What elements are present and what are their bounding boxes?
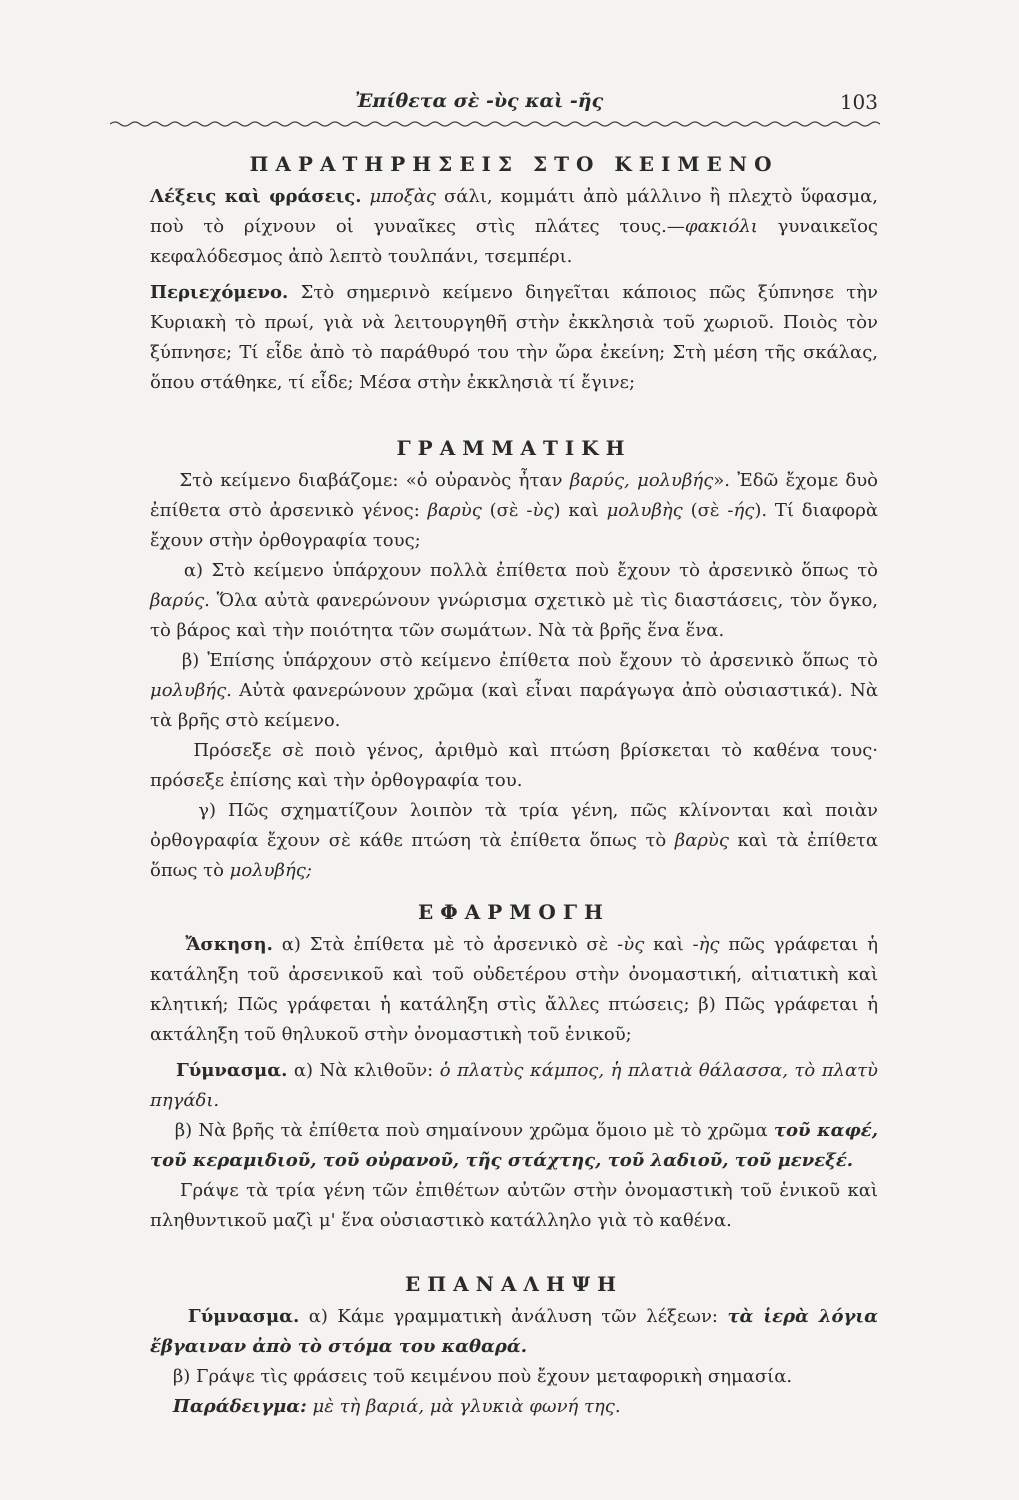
lexeis-label: Λέξεις καὶ φράσεις. bbox=[150, 186, 362, 207]
periexomeno-paragraph bbox=[150, 278, 878, 398]
paradeigma-label: Παράδειγμα: bbox=[172, 1396, 307, 1417]
grammar-item-c bbox=[150, 796, 878, 886]
wavy-rule bbox=[110, 120, 880, 128]
grammar-text: (σὲ - bbox=[682, 500, 734, 521]
grammar-text: ) καὶ bbox=[553, 500, 607, 521]
grammar-text: καὶ τὰ ἐπίθετα ὅπως τὸ bbox=[150, 830, 878, 881]
periexomeno-label: Περιεχόμενο. bbox=[150, 282, 289, 303]
section-title-grammatiki: ΓΡΑΜΜΑΤΙΚΗ bbox=[396, 436, 632, 460]
gymnasma-label: Γύμνασμα. bbox=[187, 1306, 300, 1327]
grammar-example: ής bbox=[733, 500, 755, 521]
epanalipsi-text: α) Κάμε γραμματικὴ ἀνάλυση τῶν λέξεων: bbox=[299, 1306, 728, 1327]
gymnasma-text: α) Νὰ κλιθοῦν: bbox=[287, 1060, 440, 1081]
grammar-item-b bbox=[150, 646, 878, 736]
askisi-text: πῶς γράφεται ἡ κατάληξη τοῦ ἀρσενικοῦ καὶ τοῦ οὐδετέρου στὴν ὀνομαστική, αἰτιατικὴ καὶ κλητική; Πῶς γράφεται ἡ κατάληξη στὶς ἄλλες πτώσεις; β) Πῶς γράφεται ἡ ακτάληξη τοῦ θηλυκοῦ στὴν ὀνομαστικὴ τοῦ ἑνικοῦ; bbox=[150, 934, 879, 1045]
epanalipsi-gymnasma bbox=[150, 1302, 878, 1362]
page-header bbox=[150, 90, 878, 122]
lexeis-text-1: σάλι, κομμάτι ἀπὸ μάλλινο ἢ πλεχτὸ ὕφασμα, ποὺ τὸ ρίχνουν οἱ γυναῖκες στὶς πλάτες τους.— bbox=[150, 186, 878, 237]
lexeis-paragraph bbox=[150, 182, 878, 272]
gymnasma-label: Γύμνασμα. bbox=[175, 1060, 288, 1081]
grammar-text: ). Τί διαφορὰ ἔχουν στὴν ὀρθογραφία τους; bbox=[150, 500, 879, 551]
gymnasma-example: ὁ πλατὺς κάμπος, ἡ πλατιὰ θάλασσα, τὸ πλατὺ πηγάδι. bbox=[150, 1060, 878, 1111]
grammar-example: βαρὺς bbox=[674, 830, 729, 851]
section-title-paratiriseis: ΠΑΡΑΤΗΡΗΣΕΙΣ ΣΤΟ ΚΕΙΜΕΝΟ bbox=[249, 152, 779, 176]
grammar-example: μολυβής; bbox=[229, 860, 312, 881]
askisi-paragraph bbox=[150, 930, 878, 1050]
epanalipsi-example: τὰ ἱερὰ λόγια ἔβγαιναν ἀπὸ τὸ στόμα του καθαρά. bbox=[150, 1306, 878, 1357]
grammar-example: βαρὺς bbox=[427, 500, 482, 521]
section-title-epanalipsi: ΕΠΑΝΑΛΗΨΗ bbox=[404, 1272, 624, 1296]
askisi-text: α) Στὰ ἐπίθετα μὲ τὸ ἀρσενικὸ σὲ - bbox=[272, 934, 624, 955]
grammar-item-a bbox=[150, 556, 878, 646]
grammar-intro bbox=[150, 466, 878, 556]
grapse-paragraph bbox=[150, 1176, 878, 1236]
lexeis-text-2: γυναικεῖος κεφαλόδεσμος ἀπὸ λεπτὸ τουλπάνι, τσεμπέρι. bbox=[150, 216, 878, 267]
grapse-text: Γράψε τὰ τρία γένη τῶν ἐπιθέτων αὐτῶν στὴν ὀνομαστικὴ τοῦ ἑνικοῦ καὶ πληθυντικοῦ μαζὶ μ' ἕνα οὐσιαστικὸ κατάλληλο γιὰ τὸ καθένα. bbox=[150, 1180, 878, 1231]
grammar-text: (σὲ - bbox=[481, 500, 533, 521]
grammar-text: . Ὅλα αὐτὰ φανερώνουν γνώρισμα σχετικὸ μὲ τὶς διαστάσεις, τὸν ὄγκο, τὸ βάρος καὶ τὴν ποιότητα τῶν σωμάτων. Νὰ τὰ βρῆς ἕνα ἕνα. bbox=[150, 590, 878, 641]
grammar-text: α) Στὸ κείμενο ὑπάρχουν πολλὰ ἐπίθετα ποὺ ἔχουν τὸ ἀρσενικὸ ὅπως τὸ bbox=[183, 560, 878, 581]
grammar-text: . Αὐτὰ φανερώνουν χρῶμα (καὶ εἶναι παράγωγα ἀπὸ οὐσιαστικά). Νὰ τὰ βρῆς στὸ κείμενο. bbox=[150, 680, 878, 731]
epanalipsi-text: β) Γράψε τὶς φράσεις τοῦ κειμένου ποὺ ἔχουν μεταφορικὴ σημασία. bbox=[172, 1366, 793, 1387]
grammar-text: Πρόσεξε σὲ ποιὸ γένος, ἀριθμὸ καὶ πτώση βρίσκεται τὸ καθένα τους· πρόσεξε ἐπίσης καὶ τὴν ὀρθογραφία του. bbox=[150, 740, 879, 791]
lexeis-word-1: μποξὰς bbox=[369, 186, 436, 207]
section-title-efarmogi: ΕΦΑΡΜΟΓΗ bbox=[418, 900, 610, 924]
epanalipsi-item-b bbox=[150, 1362, 878, 1392]
gymnasma-item-b bbox=[150, 1116, 878, 1176]
page-number: 103 bbox=[839, 90, 878, 114]
paradeigma-example: μὲ τὴ βαριά, μὰ γλυκιὰ φωνή της. bbox=[306, 1396, 621, 1417]
askisi-text: καὶ - bbox=[644, 934, 699, 955]
gymnasma-example: τοῦ καφέ, τοῦ κεραμιδιοῦ, τοῦ οὐρανοῦ, τῆς στάχτης, τοῦ λαδιοῦ, τοῦ μενεξέ. bbox=[150, 1120, 879, 1171]
grammar-example: μολυβὴς bbox=[606, 500, 683, 521]
grammar-example: μολυβής bbox=[150, 680, 227, 701]
page bbox=[150, 90, 878, 1422]
running-head: Ἐπίθετα σὲ -ὺς καὶ -ῆς bbox=[355, 90, 604, 112]
gymnasma-text: β) Νὰ βρῆς τὰ ἐπίθετα ποὺ σημαίνουν χρῶμα ὅμοιο μὲ τὸ χρῶμα bbox=[174, 1120, 774, 1141]
grammar-example: βαρύς, μολυβής bbox=[569, 470, 714, 491]
grammar-example: ὺς bbox=[532, 500, 554, 521]
grammar-example: βαρύς bbox=[150, 590, 205, 611]
askisi-example: ὴς bbox=[698, 934, 720, 955]
grammar-prosexe bbox=[150, 736, 878, 796]
grammar-text: ». Ἐδῶ ἔχομε δυὸ ἐπίθετα στὸ ἀρσενικὸ γένος: bbox=[150, 470, 878, 521]
grammar-text: β) Ἐπίσης ὑπάρχουν στὸ κείμενο ἐπίθετα ποὺ ἔχουν τὸ ἀρσενικὸ ὅπως τὸ bbox=[181, 650, 878, 671]
gymnasma-paragraph bbox=[150, 1056, 878, 1116]
paradeigma-paragraph bbox=[150, 1392, 878, 1422]
grammar-text: Στὸ κείμενο διαβάζομε: «ὁ οὐρανὸς ἦταν bbox=[179, 470, 570, 491]
periexomeno-text: Στὸ σημερινὸ κείμενο διηγεῖται κάποιος πῶς ξύπνησε τὴν Κυριακὴ τὸ πρωί, γιὰ νὰ λειτουργηθῆ στὴν ἐκκλησιὰ τοῦ χωριοῦ. Ποιὸς τὸν ξύπνησε; Τί εἶδε ἀπὸ τὸ παράθυρό του τὴν ὥρα ἐκείνη; Στὴ μέση τῆς σκάλας, ὅπου στάθηκε, τί εἶδε; Μέσα στὴν ἐκκλησιὰ τί ἔγινε; bbox=[150, 282, 878, 393]
askisi-example: ὺς bbox=[623, 934, 645, 955]
grammar-text: γ) Πῶς σχηματίζουν λοιπὸν τὰ τρία γένη, πῶς κλίνονται καὶ ποιὰν ὀρθογραφία ἔχουν σὲ κάθε πτώση τὰ ἐπίθετα ὅπως τὸ bbox=[150, 800, 878, 851]
askisi-label: Ἄσκηση. bbox=[185, 934, 273, 955]
lexeis-word-2: φακιόλι bbox=[684, 216, 758, 237]
